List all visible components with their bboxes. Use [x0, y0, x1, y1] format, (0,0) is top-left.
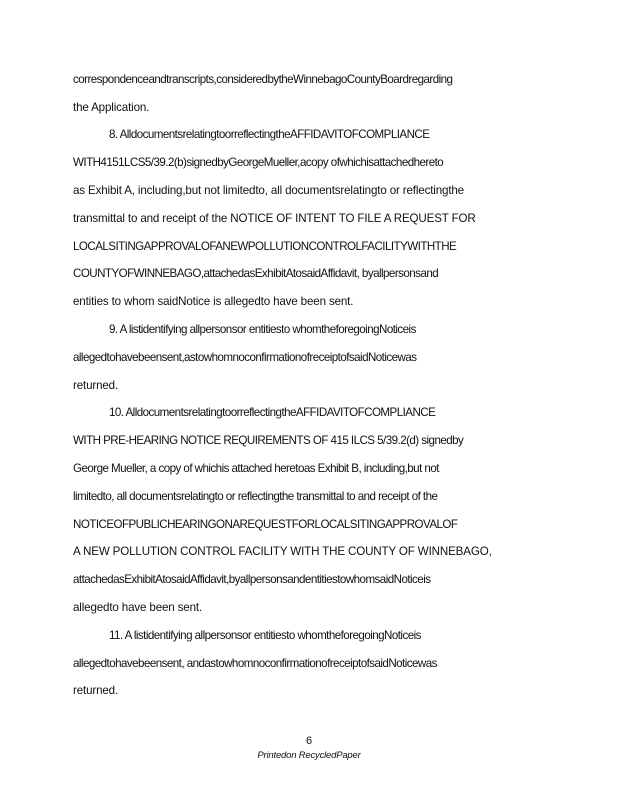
body-line: returned.: [73, 379, 119, 392]
body-line: as Exhibit A, including,but not limitedto, all documentsrelatingto or reflectingthe: [73, 184, 464, 197]
body-line: allegedtohavebeensent,astowhomnoconfirmationofreceiptofsaidNoticewas: [73, 351, 417, 364]
page-number: 6: [305, 735, 313, 747]
body-line: allegedtohavebeensent, andastowhomnoconfirmationofreceiptofsaidNoticewas: [73, 657, 437, 670]
body-line: NOTICEOFPUBLICHEARINGONAREQUESTFORLOCALSITINGAPPROVALOF: [73, 518, 458, 531]
body-line: limitedto, all documentsrelatingto or reflectingthe transmittal to and receipt of the: [73, 490, 438, 503]
body-line: A NEW POLLUTION CONTROL FACILITY WITH THE COUNTY OF WINNEBAGO,: [73, 545, 492, 558]
paragraph-10-start: 10. AlldocumentsrelatingtoorreflectingtheAFFIDAVITOFCOMPLIANCE: [109, 406, 436, 419]
body-line: George Mueller, a copy of whichis attached heretoas Exhibit B, including,but not: [73, 462, 439, 475]
body-line: entities to whom saidNotice is allegedto have been sent.: [73, 295, 354, 308]
body-line: WITH PRE-HEARING NOTICE REQUIREMENTS OF 415 ILCS 5/39.2(d) signedby: [73, 434, 464, 447]
body-line: attachedasExhibitAtosaidAffidavit,byallpersonsandentitiestowhomsaidNoticeis: [73, 573, 431, 586]
body-line: allegedto have been sent.: [73, 601, 203, 614]
body-line: returned.: [73, 684, 119, 697]
body-line: the Application.: [73, 101, 150, 114]
body-line: LOCALSITINGAPPROVALOFANEWPOLLUTIONCONTROLFACILITYWITHTHE: [73, 240, 457, 253]
recycled-paper-note: Printedon RecycledPaper: [257, 750, 361, 761]
body-line: WITH4151LCS5/39.2(b)signedbyGeorgeMueller,acopy ofwhichisattachedhereto: [73, 156, 444, 169]
paragraph-11-start: 11. A listidentifying allpersonsor entitiesto whomtheforegoingNoticeis: [109, 629, 421, 642]
paragraph-9-start: 9. A listidentifying allpersonsor entitiesto whomtheforegoingNoticeis: [109, 323, 416, 336]
body-line: COUNTYOFWINNEBAGO,attachedasExhibitAtosaidAffidavit, byallpersonsand: [73, 267, 439, 280]
body-line: correspondenceandtranscripts,consideredbytheWinnebagoCountyBoardregarding: [73, 73, 453, 86]
paragraph-8-start: 8. AlldocumentsrelatingtoorreflectingtheAFFIDAVITOFCOMPLIANCE: [109, 128, 430, 141]
body-line: transmittal to and receipt of the NOTICE OF INTENT TO FILE A REQUEST FOR: [73, 212, 476, 225]
